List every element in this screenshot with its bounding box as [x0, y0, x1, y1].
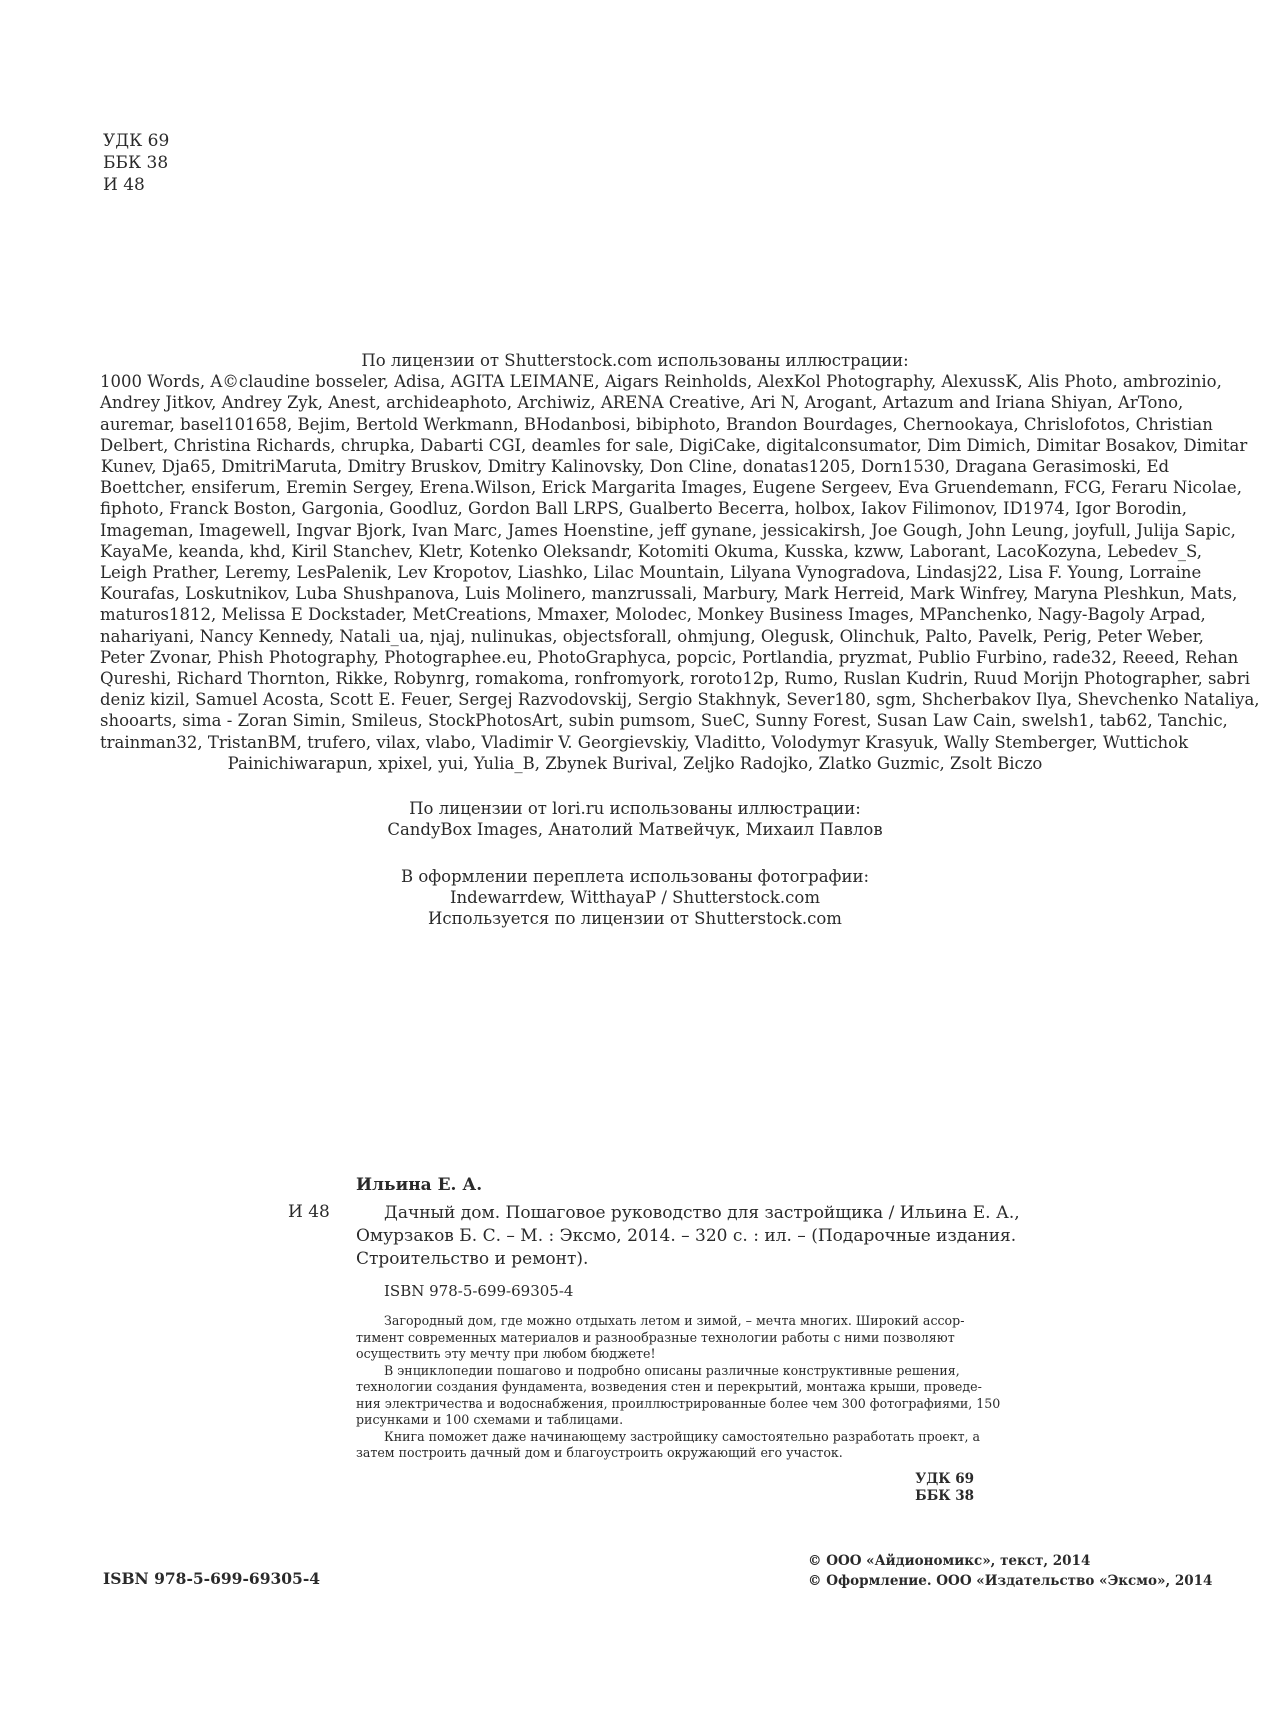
biblio-line: Омурзаков Б. С. – М. : Эксмо, 2014. – 320 с. : ил. – (Подарочные издания. — [356, 1226, 1017, 1246]
udk-code-bottom: УДК 69 — [915, 1471, 974, 1487]
shutterstock-credits — [100, 350, 1260, 774]
credit-line: shooarts, sima - Zoran Simin, Smileus, StockPhotosArt, subin pumsom, SueC, Sunny Forest, Susan Law Cain, swelsh1, tab62, Tanchic, — [100, 711, 1228, 731]
author-heading: Ильина Е. А. — [356, 1175, 483, 1195]
credit-line: deniz kizil, Samuel Acosta, Scott E. Feuer, Sergej Razvodovskij, Sergio Stakhnyk, Sever180, sgm, Shcherbakov Ilya, Shevchenko Nataliya, — [100, 690, 1260, 710]
credit-line: Painichiwarapun, xpixel, yui, Yulia_B, Zbynek Burival, Zeljko Radojko, Zlatko Guzmic, Zsolt Biczo — [227, 753, 1043, 773]
credit-line: Kunev, Dja65, DmitriMaruta, Dmitry Bruskov, Dmitry Kalinovsky, Don Cline, donatas1205, Dorn1530, Dragana Gerasimoski, Ed — [100, 457, 1170, 477]
copyright-design: © Оформление. ООО «Издательство «Эксмо», 2014 — [808, 1573, 1213, 1589]
annotation-line: тимент современных материалов и разнообразные технологии работы с ними позволяют — [356, 1329, 955, 1345]
annotation-line: рисунками и 100 схемами и таблицами. — [356, 1412, 624, 1427]
biblio-line: Строительство и ремонт). — [356, 1249, 589, 1269]
footer-isbn: ISBN 978-5-699-69305-4 — [103, 1569, 321, 1588]
lori-credits-heading: По лицензии от lori.ru использованы иллюстрации: — [409, 799, 861, 818]
credit-line: fiphoto, Franck Boston, Gargonia, Goodluz, Gordon Ball LRPS, Gualberto Becerra, holbox, Iakov Filimonov, ID1974, Igor Borodin, — [100, 499, 1187, 519]
annotation-line: затем построить дачный дом и благоустроить окружающий его участок. — [356, 1445, 843, 1460]
bibliographic-description — [356, 1202, 1020, 1271]
author-cipher: И 48 — [103, 175, 145, 195]
bbk-code-bottom: ББК 38 — [915, 1488, 974, 1504]
credit-line: Kourafas, Loskutnikov, Luba Shushpanova, Luis Molinero, manzrussali, Marbury, Mark Herreid, Mark Winfrey, Maryna Pleshkun, Mats, — [100, 584, 1238, 604]
lori-credits — [100, 798, 1170, 840]
bibliographic-cipher: И 48 — [288, 1202, 330, 1222]
bottom-classification-codes — [840, 1471, 974, 1505]
credit-line: 1000 Words, A©claudine bosseler, Adisa, AGITA LEIMANE, Aigars Reinholds, AlexKol Photography, AlexussK, Alis Photo, ambrozinio, — [100, 372, 1222, 392]
credit-line: Boettcher, ensiferum, Eremin Sergey, Erena.Wilson, Erick Margarita Images, Eugene Sergeev, Eva Gruendemann, FCG, Feraru Nicolae, — [100, 478, 1242, 498]
annotation-line: Книга поможет даже начинающему застройщику самостоятельно разработать проект, а — [384, 1428, 981, 1444]
top-classification-codes — [103, 130, 169, 196]
credit-line: maturos1812, Melissa E Dockstader, MetCreations, Mmaxer, Molodec, Monkey Business Images, MPanchenko, Nagy-Bagoly Arpad, — [100, 605, 1206, 625]
annotation-line: В энциклопедии пошагово и подробно описаны различные конструктивные решения, — [384, 1362, 960, 1378]
udk-code: УДК 69 — [103, 131, 170, 151]
credit-line: trainman32, TristanBM, trufero, vilax, vlabo, Vladimir V. Georgievskiy, Vladitto, Volodymyr Krasyuk, Wally Stemberger, Wuttichok — [100, 732, 1189, 752]
bbk-code: ББК 38 — [103, 153, 169, 173]
credit-line: Imageman, Imagewell, Ingvar Bjork, Ivan Marc, James Hoenstine, jeff gynane, jessicakirsh, Joe Gough, John Leung, joyfull, Julija Sapic, — [100, 520, 1236, 540]
biblio-isbn: ISBN 978-5-699-69305-4 — [384, 1282, 574, 1300]
credit-line: Peter Zvonar, Phish Photography, Photographee.eu, PhotoGraphyca, popcic, Portlandia, pryzmat, Publio Furbino, rade32, Reeed, Rehan — [100, 647, 1239, 667]
cover-credits-heading: В оформлении переплета использованы фотографии: — [400, 867, 870, 886]
annotation-line: ния электричества и водоснабжения, проиллюстрированные более чем 300 фотографиями, 150 — [356, 1395, 1001, 1411]
credit-line: Qureshi, Richard Thornton, Rikke, Robynrg, romakoma, ronfromyork, roroto12p, Rumo, Ruslan Kudrin, Ruud Morijn Photographer, sabri — [100, 669, 1250, 689]
credit-line: KayaMe, keanda, khd, Kiril Stanchev, Kletr, Kotenko Oleksandr, Kotomiti Okuma, Kusska, kzww, Laborant, LacoKozyna, Lebedev_S, — [100, 541, 1202, 561]
credit-line: Delbert, Christina Richards, chrupka, Dabarti CGI, deamles for sale, DigiCake, digitalconsumator, Dim Dimich, Dimitar Bosakov, Dimitar — [100, 435, 1248, 455]
copyright-text: © ООО «Айдиономикс», текст, 2014 — [808, 1553, 1091, 1569]
credit-line: auremar, basel101658, Bejim, Bertold Werkmann, BHodanbosi, bibiphoto, Brandon Bourdages, Chernookaya, Chrislofotos, Christian — [100, 414, 1213, 434]
cover-license-line: Используется по лицензии от Shutterstock.com — [428, 909, 842, 929]
credit-line: nahariyani, Nancy Kennedy, Natali_ua, njaj, nulinukas, objectsforall, ohmjung, Olegusk, Olinchuk, Palto, Pavelk, Perig, Peter Weber, — [100, 626, 1204, 646]
shutterstock-credits-heading: По лицензии от Shutterstock.com использованы иллюстрации: — [361, 351, 909, 370]
biblio-line: Дачный дом. Пошаговое руководство для застройщика / Ильина Е. А., — [384, 1203, 1020, 1223]
cover-credits-line: Indewarrdew, WitthayaP / Shutterstock.com — [450, 888, 820, 908]
cover-credits — [100, 866, 1170, 930]
annotation-line: технологии создания фундамента, возведения стен и перекрытий, монтажа крыши, проведе- — [356, 1379, 982, 1394]
annotation — [356, 1313, 1001, 1462]
copyright-notices — [808, 1551, 1212, 1591]
credit-line: Andrey Jitkov, Andrey Zyk, Anest, archideaphoto, Archiwiz, ARENA Creative, Ari N, Arogant, Artazum and Iriana Shiyan, ArTono, — [100, 393, 1184, 413]
lori-credits-line: CandyBox Images, Анатолий Матвейчук, Михаил Павлов — [387, 820, 883, 840]
annotation-line: Загородный дом, где можно отдыхать летом и зимой, – мечта многих. Широкий ассор- — [384, 1313, 965, 1328]
credit-line: Leigh Prather, Leremy, LesPalenik, Lev Kropotov, Liashko, Lilac Mountain, Lilyana Vynogradova, Lindasj22, Lisa F. Young, Lorraine — [100, 563, 1202, 583]
annotation-line: осуществить эту мечту при любом бюджете! — [356, 1346, 656, 1361]
